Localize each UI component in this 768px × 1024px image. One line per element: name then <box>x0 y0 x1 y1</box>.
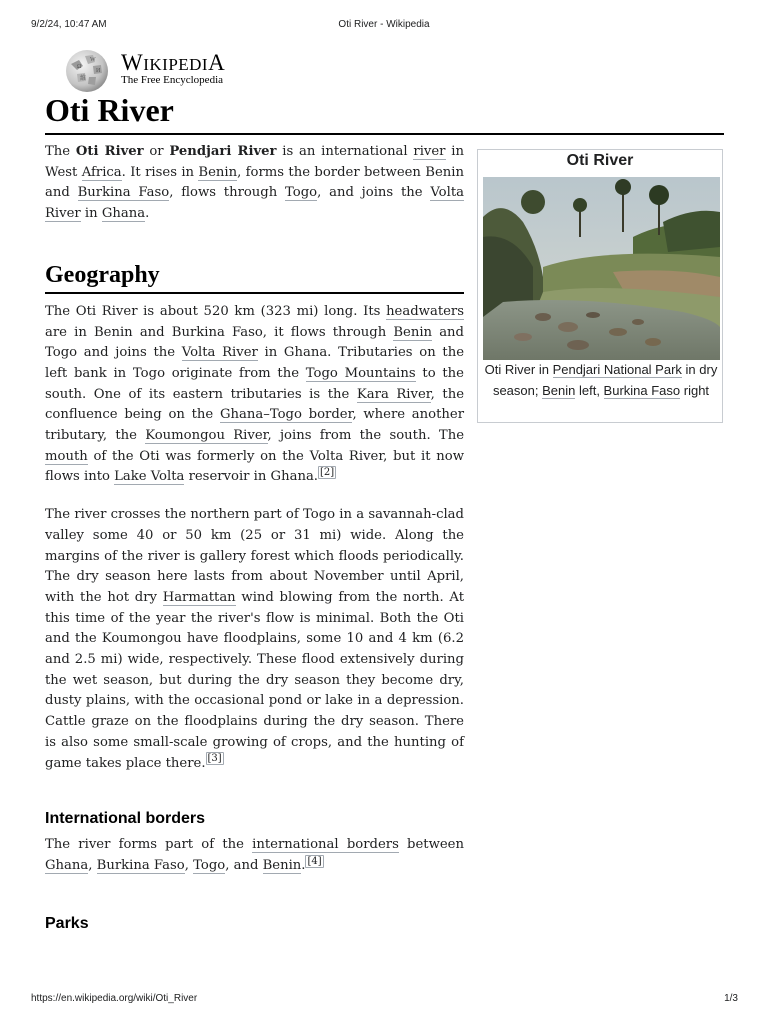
svg-text:W: W <box>90 57 96 63</box>
text: , the confluence being on the <box>45 386 465 423</box>
print-page-number: 1/3 <box>724 993 738 1004</box>
link-benin[interactable]: Benin <box>262 857 302 873</box>
infobox-photo[interactable] <box>483 177 720 360</box>
text: , <box>88 857 97 873</box>
text: The river crosses the northern part of Togo in a savannah-clad valley some 40 or 50 km (25 or 31 mi) wide. Along the margins of the river is gallery forest which floods periodically. The dry season here lasts from about November until April, with the hot dry <box>45 507 464 605</box>
text: reservoir in Ghana. <box>184 469 318 485</box>
wikipedia-tagline: The Free Encyclopedia <box>121 74 224 86</box>
infobox-title: Oti River <box>566 152 634 169</box>
link-togo[interactable]: Togo <box>285 185 318 201</box>
link-benin[interactable]: Benin <box>542 383 576 398</box>
page-title: Oti River <box>45 92 724 135</box>
text: , and joins the <box>317 185 431 201</box>
print-page-title: Oti River - Wikipedia <box>338 19 430 30</box>
text: . <box>145 206 150 222</box>
link-international-borders[interactable]: international borders <box>252 837 399 853</box>
link-ghana[interactable]: Ghana <box>101 206 146 222</box>
text: in Ghana. Tributaries on the left bank in Togo originate from the <box>45 345 464 381</box>
geography-paragraph-2 <box>45 505 464 774</box>
link-kara-river[interactable]: Kara River <box>356 386 431 402</box>
link-burkina-faso[interactable]: Burkina Faso <box>77 185 170 201</box>
text: , joins from the south. The <box>267 428 464 444</box>
link-koumongou-river[interactable]: Koumongou River <box>145 428 268 444</box>
link-burkina-faso[interactable]: Burkina Faso <box>96 857 185 873</box>
text: wind blowing from the north. At this time of the year the river's flow is minimal. Both the Oti and the Koumongou have floodplains, some 10 and 4 km (6.2 and 2.5 mi) wide, respectively. These flood extensively during the wet season, but during the dry season they become dry, dusty plains, with the occasional pond or lake in a depression. Cattle graze on the floodplains during the dry season. There is also some small-scale growing of crops, and the hunting of game takes place there. <box>45 589 464 771</box>
wikipedia-wordmark <box>121 50 225 76</box>
river-photo-image <box>483 177 720 360</box>
print-url: https://en.wikipedia.org/wiki/Oti_River <box>31 993 198 1004</box>
reference-link[interactable]: [2] <box>320 467 335 479</box>
text: in West <box>45 144 464 180</box>
link-river[interactable]: river <box>413 144 446 159</box>
link-lake-volta[interactable]: Lake Volta <box>114 469 185 485</box>
wordmark-last: A <box>208 50 226 75</box>
link-benin[interactable]: Benin <box>198 164 238 180</box>
link-africa[interactable]: Africa <box>81 164 122 180</box>
text: . <box>301 857 306 873</box>
text: The <box>45 144 76 159</box>
link-burkina-faso[interactable]: Burkina Faso <box>603 383 681 398</box>
infobox <box>477 149 723 423</box>
reference-marker <box>206 752 224 765</box>
reference-link[interactable]: [4] <box>307 855 322 867</box>
svg-text:Ω: Ω <box>77 64 82 70</box>
text: in <box>80 206 102 222</box>
svg-text:И: И <box>96 68 101 74</box>
article-body <box>45 142 464 933</box>
text: , forms the border between Benin and <box>45 164 464 201</box>
text: , where another tributary, the <box>45 407 465 444</box>
link-togo[interactable]: Togo <box>193 857 226 873</box>
link-pendjari-national-park[interactable]: Pendjari National Park <box>552 362 682 377</box>
link-volta-river[interactable]: Volta River <box>45 185 464 222</box>
reference-link[interactable]: [3] <box>207 753 222 765</box>
text: The Oti River is about 520 km (323 mi) long. Its <box>45 303 387 319</box>
section-heading-geography: Geography <box>45 262 464 294</box>
infobox-caption <box>482 359 720 401</box>
text: left, <box>575 383 604 398</box>
svg-text:維: 維 <box>80 76 87 82</box>
reference-marker <box>305 855 323 868</box>
text: , flows through <box>169 185 286 201</box>
bold-term: Pendjari River <box>169 144 277 159</box>
wordmark-middle: IKIPEDI <box>143 55 209 74</box>
text: in dry season; <box>492 362 718 398</box>
text: are in Benin and Burkina Faso, it flows through <box>45 324 394 340</box>
link-volta-river[interactable]: Volta River <box>181 345 258 361</box>
text: right <box>680 383 710 398</box>
section-heading-parks: Parks <box>45 914 89 932</box>
link-ghana[interactable]: Ghana <box>45 857 89 873</box>
wordmark-first: W <box>121 50 144 75</box>
reference-marker <box>318 466 336 479</box>
print-date: 9/2/24, 10:47 AM <box>31 19 107 30</box>
text: , and <box>225 857 263 873</box>
link-mouth[interactable]: mouth <box>45 448 88 464</box>
section-heading-international-borders: International borders <box>45 810 206 828</box>
text: or <box>143 144 170 159</box>
text: of the Oti was formerly on the Volta River, but it now flows into <box>45 448 464 485</box>
link-togo-mountains[interactable]: Togo Mountains <box>305 365 416 381</box>
text: between <box>398 837 464 853</box>
text: Oti River in <box>484 362 553 377</box>
text: , <box>184 857 194 873</box>
link-headwaters[interactable]: headwaters <box>386 303 464 319</box>
link-harmattan[interactable]: Harmattan <box>162 589 236 605</box>
text: . It rises in <box>121 164 199 180</box>
link-ghana-togo-border[interactable]: Ghana–Togo border <box>219 407 353 423</box>
text: and Togo and joins the <box>45 324 464 361</box>
bold-term: Oti River <box>75 144 144 159</box>
geography-paragraph-1 <box>45 302 464 488</box>
wikipedia-globe-icon <box>63 46 111 94</box>
text: is an international <box>276 144 414 159</box>
text: to the south. One of its eastern tributaries is the <box>45 365 464 402</box>
lead-paragraph <box>45 142 464 225</box>
text: The river forms part of the <box>45 837 253 853</box>
borders-paragraph <box>45 835 464 876</box>
link-benin[interactable]: Benin <box>393 324 433 340</box>
